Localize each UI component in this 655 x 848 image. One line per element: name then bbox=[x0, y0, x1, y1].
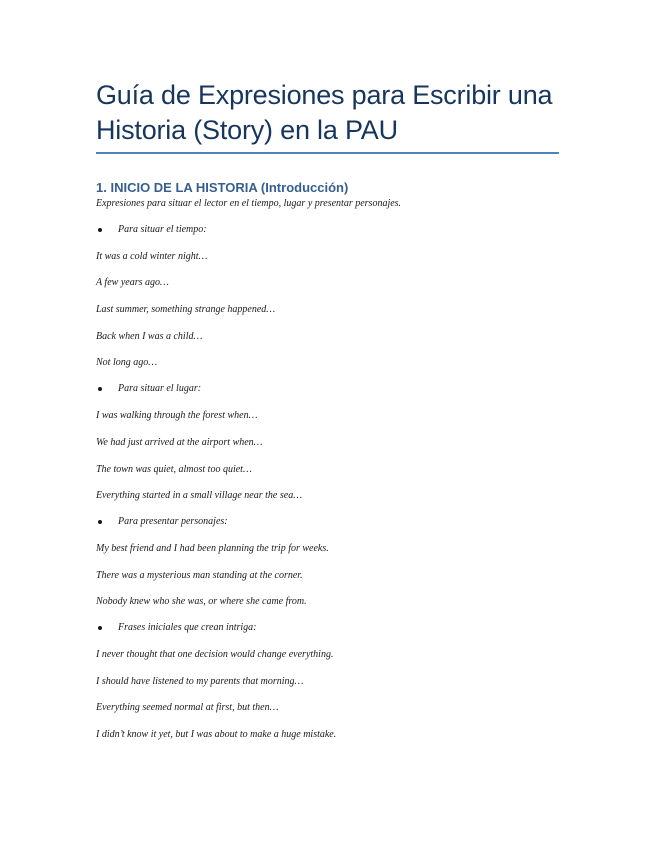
title-underline bbox=[96, 152, 559, 154]
example-line: There was a mysterious man standing at the corner. bbox=[96, 569, 303, 581]
bullet-label: Para situar el tiempo: bbox=[118, 224, 207, 235]
example-line: Last summer, something strange happened… bbox=[96, 304, 276, 316]
document-page bbox=[96, 78, 559, 741]
bullet-item bbox=[96, 621, 559, 634]
group-place bbox=[96, 382, 559, 502]
bullet-icon bbox=[98, 387, 102, 391]
page-title: Guía de Expresiones para Escribir una Historia (Story) en la PAU bbox=[96, 80, 553, 145]
example-line: My best friend and I had been planning the trip for weeks. bbox=[96, 542, 329, 554]
bullet-icon bbox=[98, 626, 102, 630]
bullet-label: Frases iniciales que crean intriga: bbox=[118, 622, 257, 634]
example-line: It was a cold winter night… bbox=[96, 250, 208, 262]
group-characters bbox=[96, 515, 559, 608]
bullet-label: Para situar el lugar: bbox=[118, 383, 202, 395]
example-line: I was walking through the forest when… bbox=[96, 410, 258, 422]
section-heading: 1. INICIO DE LA HISTORIA (Introducción) bbox=[96, 180, 349, 195]
example-line: Back when I was a child… bbox=[96, 330, 203, 342]
bullet-item bbox=[96, 515, 559, 528]
bullet-icon bbox=[98, 520, 102, 524]
example-line: I didn’t know it yet, but I was about to make a huge mistake. bbox=[96, 729, 337, 740]
example-line: We had just arrived at the airport when… bbox=[96, 436, 263, 448]
example-line: I should have listened to my parents that morning… bbox=[96, 675, 304, 687]
example-line: Everything started in a small village near the sea… bbox=[96, 490, 303, 502]
example-line: Everything seemed normal at first, but then… bbox=[96, 702, 279, 714]
group-time bbox=[96, 223, 559, 369]
example-line: I never thought that one decision would change everything. bbox=[96, 648, 334, 660]
section-intro: Expresiones para situar el lector en el tiempo, lugar y presentar personajes. bbox=[96, 198, 402, 209]
bullet-label: Para presentar personajes: bbox=[118, 516, 228, 528]
example-line: Not long ago… bbox=[96, 357, 158, 369]
bullet-item bbox=[96, 382, 559, 395]
example-line: Nobody knew who she was, or where she came from. bbox=[96, 596, 307, 608]
group-intrigue bbox=[96, 621, 559, 741]
example-line: The town was quiet, almost too quiet… bbox=[96, 463, 252, 475]
example-line: A few years ago… bbox=[96, 277, 169, 289]
bullet-icon bbox=[98, 228, 102, 232]
bullet-item bbox=[96, 223, 559, 236]
